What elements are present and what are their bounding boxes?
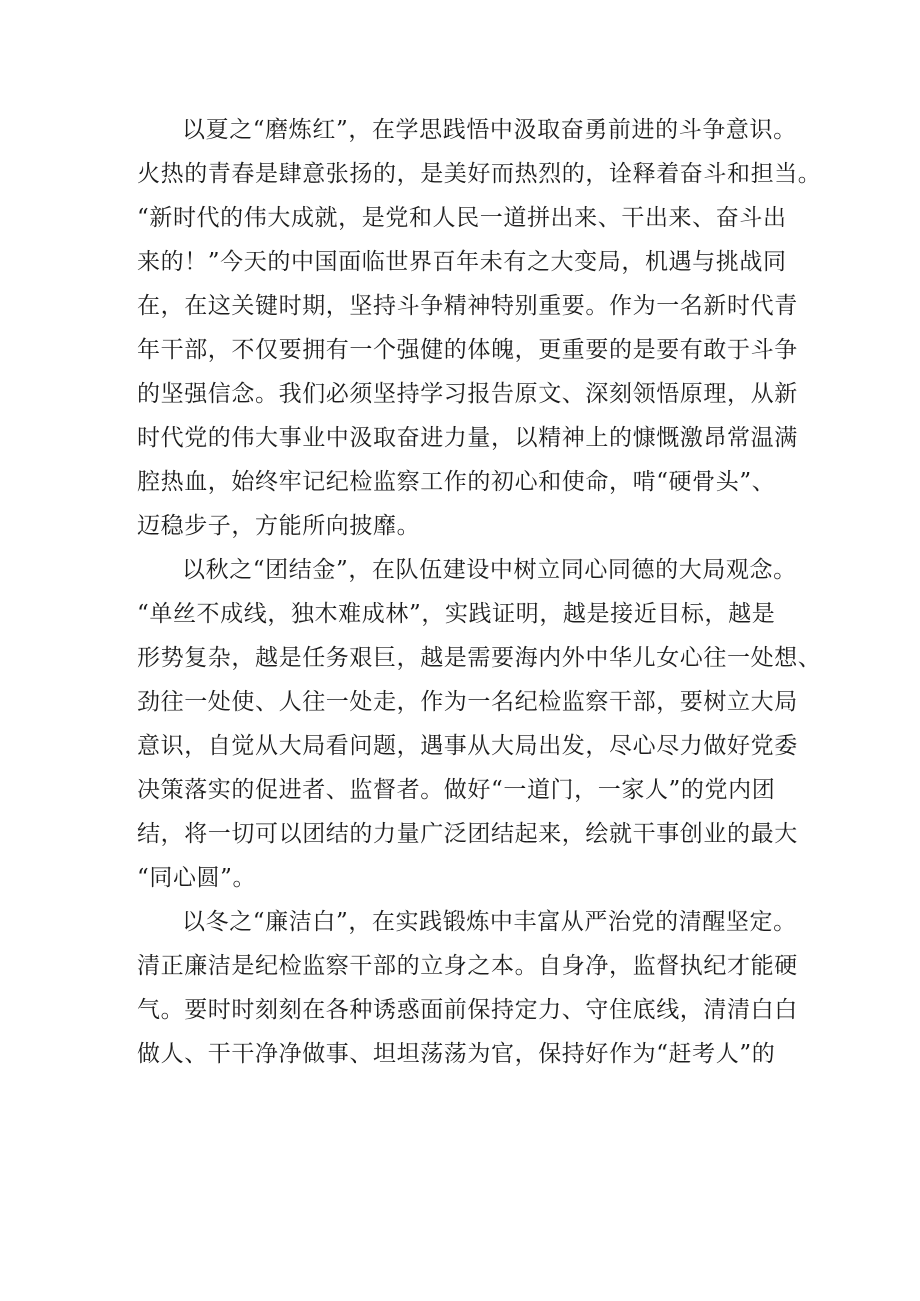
paragraph-2-line-2: “单丝不成线，独木难成林”，实践证明，越是接近目标，越是 — [137, 601, 776, 627]
paragraph-3-line-3: 气。要时时刻刻在各种诱惑面前保持定力、守住底线，清清白白 — [137, 997, 798, 1023]
paragraph-1-line-6: 年干部，不仅要拥有一个强健的体魄，更重要的是要有敢于斗争 — [137, 337, 798, 363]
paragraph-1-line-10: 迈稳步子，方能所向披靡。 — [137, 513, 421, 539]
paragraph-1-line-2: 火热的青春是肆意张扬的，是美好而热烈的，诠释着奋斗和担当。 — [137, 161, 822, 187]
paragraph-2-line-7: 结，将一切可以团结的力量广泛团结起来，绘就干事创业的最大 — [137, 821, 798, 847]
paragraph-1-line-1: 以夏之“磨炼红”，在学思践悟中汲取奋勇前进的斗争意识。 — [182, 117, 797, 143]
paragraph-1-line-7: 的坚强信念。我们必须坚持学习报告原文、深刻领悟原理，从新 — [137, 381, 798, 407]
paragraph-2-line-1: 以秋之“团结金”，在队伍建设中树立同心同德的大局观念。 — [182, 557, 797, 583]
paragraph-1-line-3: “新时代的伟大成就，是党和人民一道拼出来、干出来、奋斗出 — [137, 205, 787, 231]
paragraph-3-line-4: 做人、干干净净做事、坦坦荡荡为官，保持好作为“赶考人”的 — [137, 1041, 776, 1067]
paragraph-2-line-4: 劲往一处使、人往一处走，作为一名纪检监察干部，要树立大局 — [137, 689, 798, 715]
paragraph-3-line-1: 以冬之“廉洁白”，在实践锻炼中丰富从严治党的清醒坚定。 — [182, 909, 797, 935]
paragraph-1-line-4: 来的！”今天的中国面临世界百年未有之大变局，机遇与挑战同 — [137, 249, 787, 275]
paragraph-1-line-5: 在，在这关键时期，坚持斗争精神特别重要。作为一名新时代青 — [137, 293, 798, 319]
paragraph-2-line-3: 形势复杂，越是任务艰巨，越是需要海内外中华儿女心往一处想、 — [137, 645, 822, 671]
paragraph-2-line-8: “同心圆”。 — [137, 865, 257, 891]
paragraph-3-line-2: 清正廉洁是纪检监察干部的立身之本。自身净，监督执纪才能硬 — [137, 953, 798, 979]
paragraph-1-line-8: 时代党的伟大事业中汲取奋进力量，以精神上的慷慨激昂常温满 — [137, 425, 798, 451]
paragraph-2-line-6: 决策落实的促进者、监督者。做好“一道门，一家人”的党内团 — [137, 777, 776, 803]
paragraph-1-line-9: 腔热血，始终牢记纪检监察工作的初心和使命，啃“硬骨头”、 — [137, 469, 776, 495]
paragraph-2-line-5: 意识，自觉从大局看问题，遇事从大局出发，尽心尽力做好党委 — [137, 733, 798, 759]
